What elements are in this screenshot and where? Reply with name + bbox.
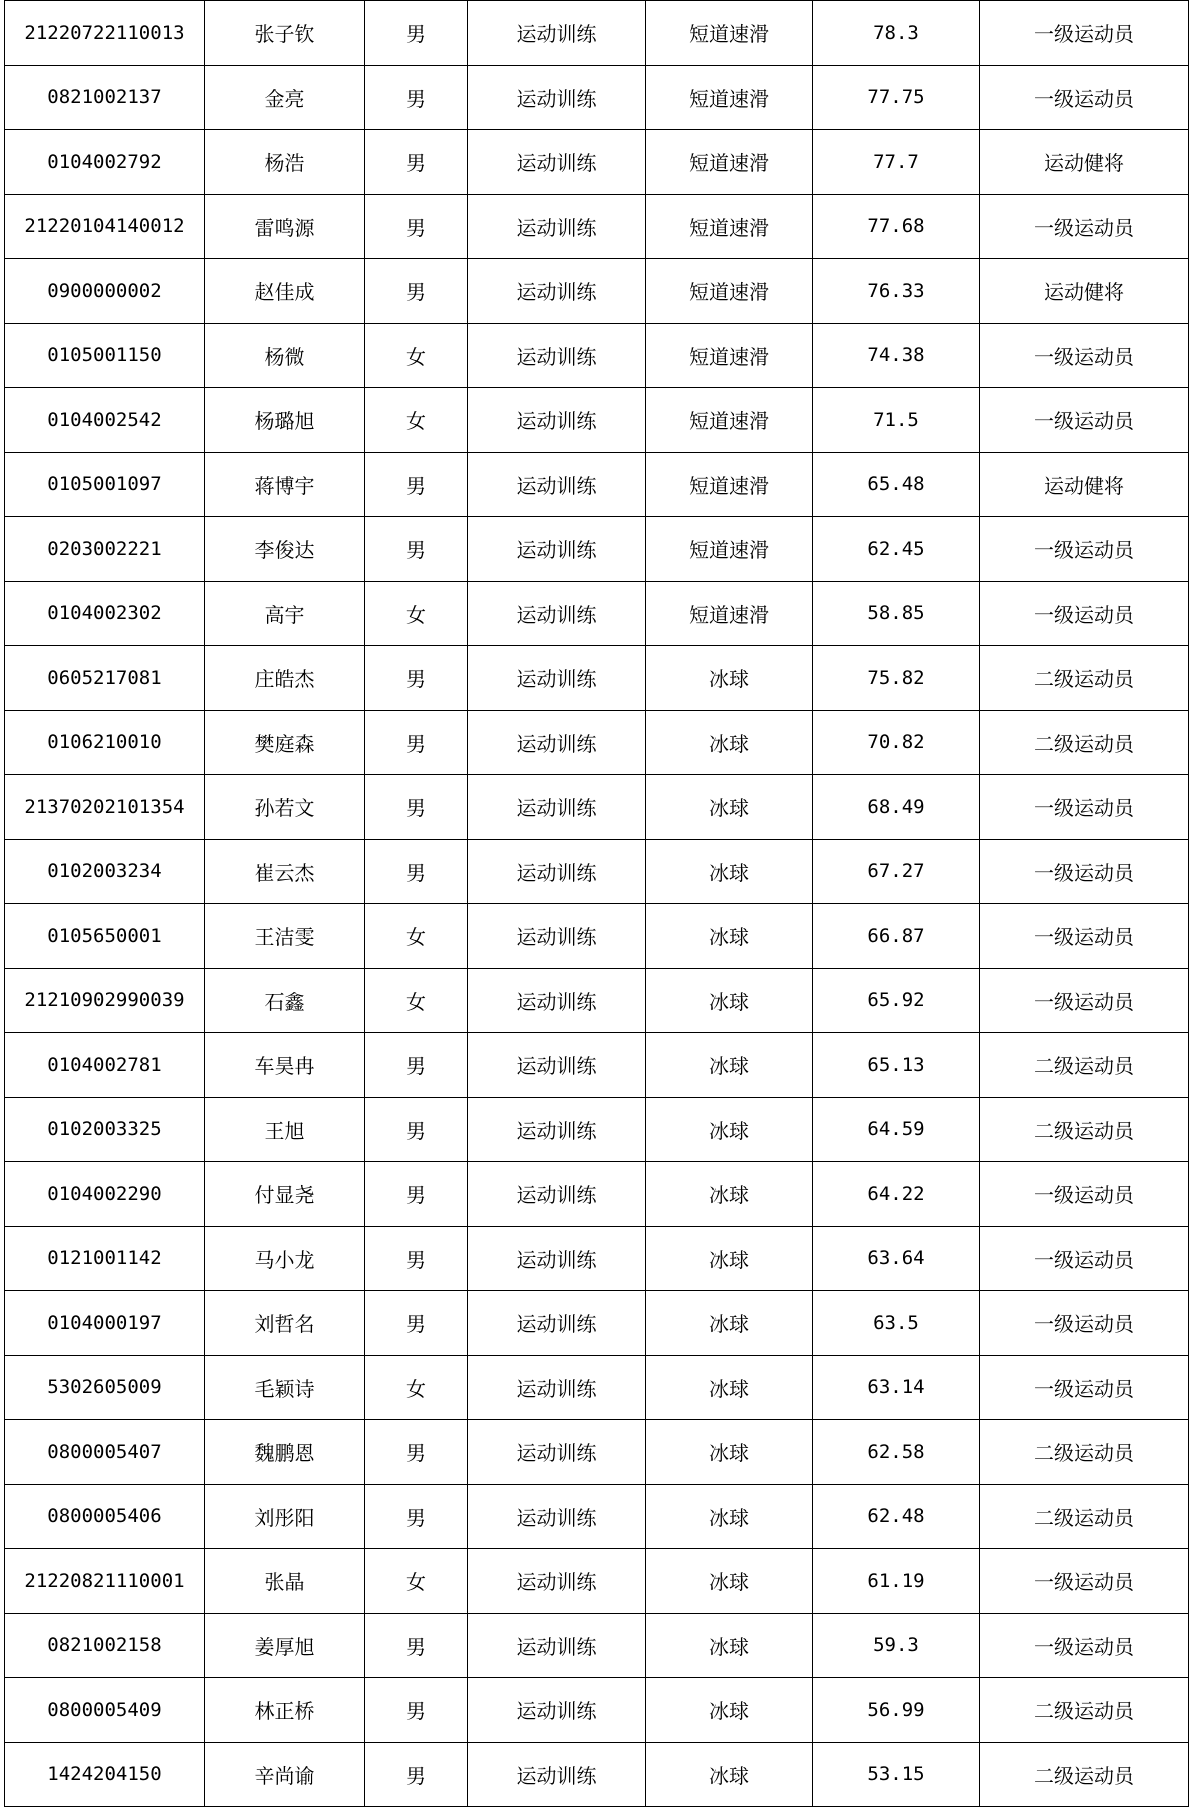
score-cell: 64.22 bbox=[813, 1162, 980, 1227]
sport-cell: 冰球 bbox=[646, 1613, 813, 1678]
name-cell: 孙若文 bbox=[205, 775, 365, 840]
sport-cell: 冰球 bbox=[646, 839, 813, 904]
sport-cell: 冰球 bbox=[646, 1033, 813, 1098]
gender-cell: 男 bbox=[365, 1226, 468, 1291]
id-cell: 0102003325 bbox=[5, 1097, 205, 1162]
name-cell: 雷鸣源 bbox=[205, 194, 365, 259]
level-cell: 一级运动员 bbox=[980, 775, 1189, 840]
table-row bbox=[5, 1, 1189, 66]
table-row bbox=[5, 968, 1189, 1033]
major-cell: 运动训练 bbox=[468, 1355, 646, 1420]
results-table bbox=[4, 0, 1189, 1807]
score-cell: 74.38 bbox=[813, 323, 980, 388]
gender-cell: 男 bbox=[365, 775, 468, 840]
sport-cell: 冰球 bbox=[646, 968, 813, 1033]
score-cell: 62.45 bbox=[813, 517, 980, 582]
table-row bbox=[5, 1033, 1189, 1098]
major-cell: 运动训练 bbox=[468, 323, 646, 388]
score-cell: 53.15 bbox=[813, 1742, 980, 1807]
name-cell: 林正桥 bbox=[205, 1678, 365, 1743]
name-cell: 辛尚谕 bbox=[205, 1742, 365, 1807]
table-row bbox=[5, 904, 1189, 969]
sport-cell: 冰球 bbox=[646, 1742, 813, 1807]
table-row bbox=[5, 581, 1189, 646]
table-row bbox=[5, 1420, 1189, 1485]
score-cell: 71.5 bbox=[813, 388, 980, 453]
score-cell: 56.99 bbox=[813, 1678, 980, 1743]
gender-cell: 男 bbox=[365, 65, 468, 130]
id-cell: 0104002302 bbox=[5, 581, 205, 646]
name-cell: 赵佳成 bbox=[205, 259, 365, 324]
sport-cell: 冰球 bbox=[646, 646, 813, 711]
score-cell: 66.87 bbox=[813, 904, 980, 969]
name-cell: 蒋博宇 bbox=[205, 452, 365, 517]
name-cell: 樊庭森 bbox=[205, 710, 365, 775]
table-row bbox=[5, 1484, 1189, 1549]
gender-cell: 男 bbox=[365, 1678, 468, 1743]
table-row bbox=[5, 1742, 1189, 1807]
level-cell: 一级运动员 bbox=[980, 581, 1189, 646]
id-cell: 0605217081 bbox=[5, 646, 205, 711]
sport-cell: 短道速滑 bbox=[646, 130, 813, 195]
id-cell: 0105001150 bbox=[5, 323, 205, 388]
table-row bbox=[5, 1355, 1189, 1420]
major-cell: 运动训练 bbox=[468, 904, 646, 969]
score-cell: 76.33 bbox=[813, 259, 980, 324]
gender-cell: 男 bbox=[365, 517, 468, 582]
table-row bbox=[5, 1678, 1189, 1743]
sport-cell: 短道速滑 bbox=[646, 388, 813, 453]
level-cell: 二级运动员 bbox=[980, 1678, 1189, 1743]
gender-cell: 男 bbox=[365, 1291, 468, 1356]
table-row bbox=[5, 1097, 1189, 1162]
score-cell: 65.92 bbox=[813, 968, 980, 1033]
gender-cell: 男 bbox=[365, 646, 468, 711]
gender-cell: 男 bbox=[365, 194, 468, 259]
gender-cell: 女 bbox=[365, 581, 468, 646]
gender-cell: 女 bbox=[365, 323, 468, 388]
gender-cell: 女 bbox=[365, 1549, 468, 1614]
id-cell: 0104002290 bbox=[5, 1162, 205, 1227]
name-cell: 庄皓杰 bbox=[205, 646, 365, 711]
id-cell: 0104002792 bbox=[5, 130, 205, 195]
table-row bbox=[5, 1162, 1189, 1227]
table-row bbox=[5, 388, 1189, 453]
id-cell: 0821002137 bbox=[5, 65, 205, 130]
gender-cell: 男 bbox=[365, 1097, 468, 1162]
level-cell: 二级运动员 bbox=[980, 710, 1189, 775]
id-cell: 0102003234 bbox=[5, 839, 205, 904]
level-cell: 一级运动员 bbox=[980, 1162, 1189, 1227]
id-cell: 0105001097 bbox=[5, 452, 205, 517]
sport-cell: 冰球 bbox=[646, 1162, 813, 1227]
id-cell: 0104000197 bbox=[5, 1291, 205, 1356]
id-cell: 1424204150 bbox=[5, 1742, 205, 1807]
sport-cell: 冰球 bbox=[646, 1226, 813, 1291]
id-cell: 0203002221 bbox=[5, 517, 205, 582]
level-cell: 一级运动员 bbox=[980, 323, 1189, 388]
table-row bbox=[5, 775, 1189, 840]
name-cell: 杨浩 bbox=[205, 130, 365, 195]
id-cell: 21210902990039 bbox=[5, 968, 205, 1033]
table-row bbox=[5, 259, 1189, 324]
table-row bbox=[5, 130, 1189, 195]
level-cell: 一级运动员 bbox=[980, 1291, 1189, 1356]
table-row bbox=[5, 65, 1189, 130]
results-table-body bbox=[5, 1, 1189, 1807]
id-cell: 0800005409 bbox=[5, 1678, 205, 1743]
major-cell: 运动训练 bbox=[468, 710, 646, 775]
major-cell: 运动训练 bbox=[468, 1033, 646, 1098]
sport-cell: 短道速滑 bbox=[646, 452, 813, 517]
gender-cell: 男 bbox=[365, 259, 468, 324]
level-cell: 一级运动员 bbox=[980, 839, 1189, 904]
major-cell: 运动训练 bbox=[468, 1420, 646, 1485]
id-cell: 0821002158 bbox=[5, 1613, 205, 1678]
score-cell: 68.49 bbox=[813, 775, 980, 840]
name-cell: 王旭 bbox=[205, 1097, 365, 1162]
sport-cell: 短道速滑 bbox=[646, 581, 813, 646]
level-cell: 一级运动员 bbox=[980, 194, 1189, 259]
major-cell: 运动训练 bbox=[468, 1742, 646, 1807]
name-cell: 魏鹏恩 bbox=[205, 1420, 365, 1485]
sport-cell: 冰球 bbox=[646, 1678, 813, 1743]
level-cell: 运动健将 bbox=[980, 452, 1189, 517]
name-cell: 毛颖诗 bbox=[205, 1355, 365, 1420]
score-cell: 64.59 bbox=[813, 1097, 980, 1162]
major-cell: 运动训练 bbox=[468, 452, 646, 517]
score-cell: 67.27 bbox=[813, 839, 980, 904]
sport-cell: 冰球 bbox=[646, 1549, 813, 1614]
gender-cell: 男 bbox=[365, 839, 468, 904]
name-cell: 金亮 bbox=[205, 65, 365, 130]
major-cell: 运动训练 bbox=[468, 1291, 646, 1356]
table-row bbox=[5, 1549, 1189, 1614]
level-cell: 二级运动员 bbox=[980, 646, 1189, 711]
major-cell: 运动训练 bbox=[468, 1162, 646, 1227]
score-cell: 62.48 bbox=[813, 1484, 980, 1549]
gender-cell: 男 bbox=[365, 1420, 468, 1485]
major-cell: 运动训练 bbox=[468, 1226, 646, 1291]
id-cell: 0121001142 bbox=[5, 1226, 205, 1291]
gender-cell: 女 bbox=[365, 968, 468, 1033]
major-cell: 运动训练 bbox=[468, 1678, 646, 1743]
level-cell: 一级运动员 bbox=[980, 1, 1189, 66]
score-cell: 77.7 bbox=[813, 130, 980, 195]
gender-cell: 女 bbox=[365, 1355, 468, 1420]
level-cell: 一级运动员 bbox=[980, 388, 1189, 453]
id-cell: 0105650001 bbox=[5, 904, 205, 969]
id-cell: 0106210010 bbox=[5, 710, 205, 775]
level-cell: 运动健将 bbox=[980, 130, 1189, 195]
sport-cell: 短道速滑 bbox=[646, 194, 813, 259]
major-cell: 运动训练 bbox=[468, 517, 646, 582]
gender-cell: 男 bbox=[365, 1162, 468, 1227]
major-cell: 运动训练 bbox=[468, 839, 646, 904]
sport-cell: 冰球 bbox=[646, 1420, 813, 1485]
score-cell: 77.75 bbox=[813, 65, 980, 130]
major-cell: 运动训练 bbox=[468, 1549, 646, 1614]
gender-cell: 女 bbox=[365, 388, 468, 453]
table-row bbox=[5, 517, 1189, 582]
sport-cell: 冰球 bbox=[646, 1355, 813, 1420]
major-cell: 运动训练 bbox=[468, 259, 646, 324]
name-cell: 高宇 bbox=[205, 581, 365, 646]
sport-cell: 冰球 bbox=[646, 775, 813, 840]
major-cell: 运动训练 bbox=[468, 388, 646, 453]
major-cell: 运动训练 bbox=[468, 194, 646, 259]
table-row bbox=[5, 710, 1189, 775]
name-cell: 李俊达 bbox=[205, 517, 365, 582]
name-cell: 石鑫 bbox=[205, 968, 365, 1033]
gender-cell: 男 bbox=[365, 1, 468, 66]
name-cell: 崔云杰 bbox=[205, 839, 365, 904]
score-cell: 63.64 bbox=[813, 1226, 980, 1291]
major-cell: 运动训练 bbox=[468, 968, 646, 1033]
sport-cell: 短道速滑 bbox=[646, 1, 813, 66]
score-cell: 65.48 bbox=[813, 452, 980, 517]
gender-cell: 男 bbox=[365, 452, 468, 517]
level-cell: 二级运动员 bbox=[980, 1033, 1189, 1098]
id-cell: 21220104140012 bbox=[5, 194, 205, 259]
major-cell: 运动训练 bbox=[468, 646, 646, 711]
score-cell: 63.5 bbox=[813, 1291, 980, 1356]
gender-cell: 男 bbox=[365, 710, 468, 775]
sport-cell: 冰球 bbox=[646, 710, 813, 775]
id-cell: 0800005407 bbox=[5, 1420, 205, 1485]
major-cell: 运动训练 bbox=[468, 1097, 646, 1162]
id-cell: 5302605009 bbox=[5, 1355, 205, 1420]
gender-cell: 女 bbox=[365, 904, 468, 969]
major-cell: 运动训练 bbox=[468, 130, 646, 195]
score-cell: 63.14 bbox=[813, 1355, 980, 1420]
table-row bbox=[5, 646, 1189, 711]
id-cell: 0104002542 bbox=[5, 388, 205, 453]
level-cell: 运动健将 bbox=[980, 259, 1189, 324]
id-cell: 21220722110013 bbox=[5, 1, 205, 66]
score-cell: 65.13 bbox=[813, 1033, 980, 1098]
major-cell: 运动训练 bbox=[468, 1484, 646, 1549]
score-cell: 58.85 bbox=[813, 581, 980, 646]
name-cell: 张子钦 bbox=[205, 1, 365, 66]
major-cell: 运动训练 bbox=[468, 775, 646, 840]
id-cell: 21220821110001 bbox=[5, 1549, 205, 1614]
table-row bbox=[5, 452, 1189, 517]
level-cell: 一级运动员 bbox=[980, 517, 1189, 582]
major-cell: 运动训练 bbox=[468, 65, 646, 130]
level-cell: 二级运动员 bbox=[980, 1742, 1189, 1807]
level-cell: 一级运动员 bbox=[980, 1355, 1189, 1420]
table-row bbox=[5, 839, 1189, 904]
id-cell: 0900000002 bbox=[5, 259, 205, 324]
major-cell: 运动训练 bbox=[468, 581, 646, 646]
level-cell: 一级运动员 bbox=[980, 904, 1189, 969]
sport-cell: 冰球 bbox=[646, 1484, 813, 1549]
score-cell: 62.58 bbox=[813, 1420, 980, 1485]
level-cell: 二级运动员 bbox=[980, 1420, 1189, 1485]
table-row bbox=[5, 194, 1189, 259]
score-cell: 78.3 bbox=[813, 1, 980, 66]
name-cell: 付显尧 bbox=[205, 1162, 365, 1227]
id-cell: 0104002781 bbox=[5, 1033, 205, 1098]
level-cell: 一级运动员 bbox=[980, 1226, 1189, 1291]
id-cell: 21370202101354 bbox=[5, 775, 205, 840]
name-cell: 杨璐旭 bbox=[205, 388, 365, 453]
name-cell: 张晶 bbox=[205, 1549, 365, 1614]
gender-cell: 男 bbox=[365, 1742, 468, 1807]
name-cell: 王洁雯 bbox=[205, 904, 365, 969]
sport-cell: 短道速滑 bbox=[646, 517, 813, 582]
table-row bbox=[5, 1291, 1189, 1356]
score-cell: 70.82 bbox=[813, 710, 980, 775]
major-cell: 运动训练 bbox=[468, 1, 646, 66]
level-cell: 一级运动员 bbox=[980, 968, 1189, 1033]
sport-cell: 冰球 bbox=[646, 1097, 813, 1162]
name-cell: 马小龙 bbox=[205, 1226, 365, 1291]
gender-cell: 男 bbox=[365, 1613, 468, 1678]
sport-cell: 冰球 bbox=[646, 904, 813, 969]
gender-cell: 男 bbox=[365, 130, 468, 195]
table-row bbox=[5, 1613, 1189, 1678]
table-row bbox=[5, 323, 1189, 388]
score-cell: 61.19 bbox=[813, 1549, 980, 1614]
id-cell: 0800005406 bbox=[5, 1484, 205, 1549]
level-cell: 一级运动员 bbox=[980, 65, 1189, 130]
name-cell: 车昊冉 bbox=[205, 1033, 365, 1098]
sport-cell: 短道速滑 bbox=[646, 65, 813, 130]
name-cell: 刘哲名 bbox=[205, 1291, 365, 1356]
gender-cell: 男 bbox=[365, 1484, 468, 1549]
score-cell: 75.82 bbox=[813, 646, 980, 711]
level-cell: 二级运动员 bbox=[980, 1484, 1189, 1549]
gender-cell: 男 bbox=[365, 1033, 468, 1098]
name-cell: 姜厚旭 bbox=[205, 1613, 365, 1678]
level-cell: 二级运动员 bbox=[980, 1097, 1189, 1162]
name-cell: 刘彤阳 bbox=[205, 1484, 365, 1549]
level-cell: 一级运动员 bbox=[980, 1549, 1189, 1614]
name-cell: 杨微 bbox=[205, 323, 365, 388]
sport-cell: 短道速滑 bbox=[646, 323, 813, 388]
sport-cell: 冰球 bbox=[646, 1291, 813, 1356]
major-cell: 运动训练 bbox=[468, 1613, 646, 1678]
score-cell: 77.68 bbox=[813, 194, 980, 259]
sport-cell: 短道速滑 bbox=[646, 259, 813, 324]
level-cell: 一级运动员 bbox=[980, 1613, 1189, 1678]
table-row bbox=[5, 1226, 1189, 1291]
score-cell: 59.3 bbox=[813, 1613, 980, 1678]
